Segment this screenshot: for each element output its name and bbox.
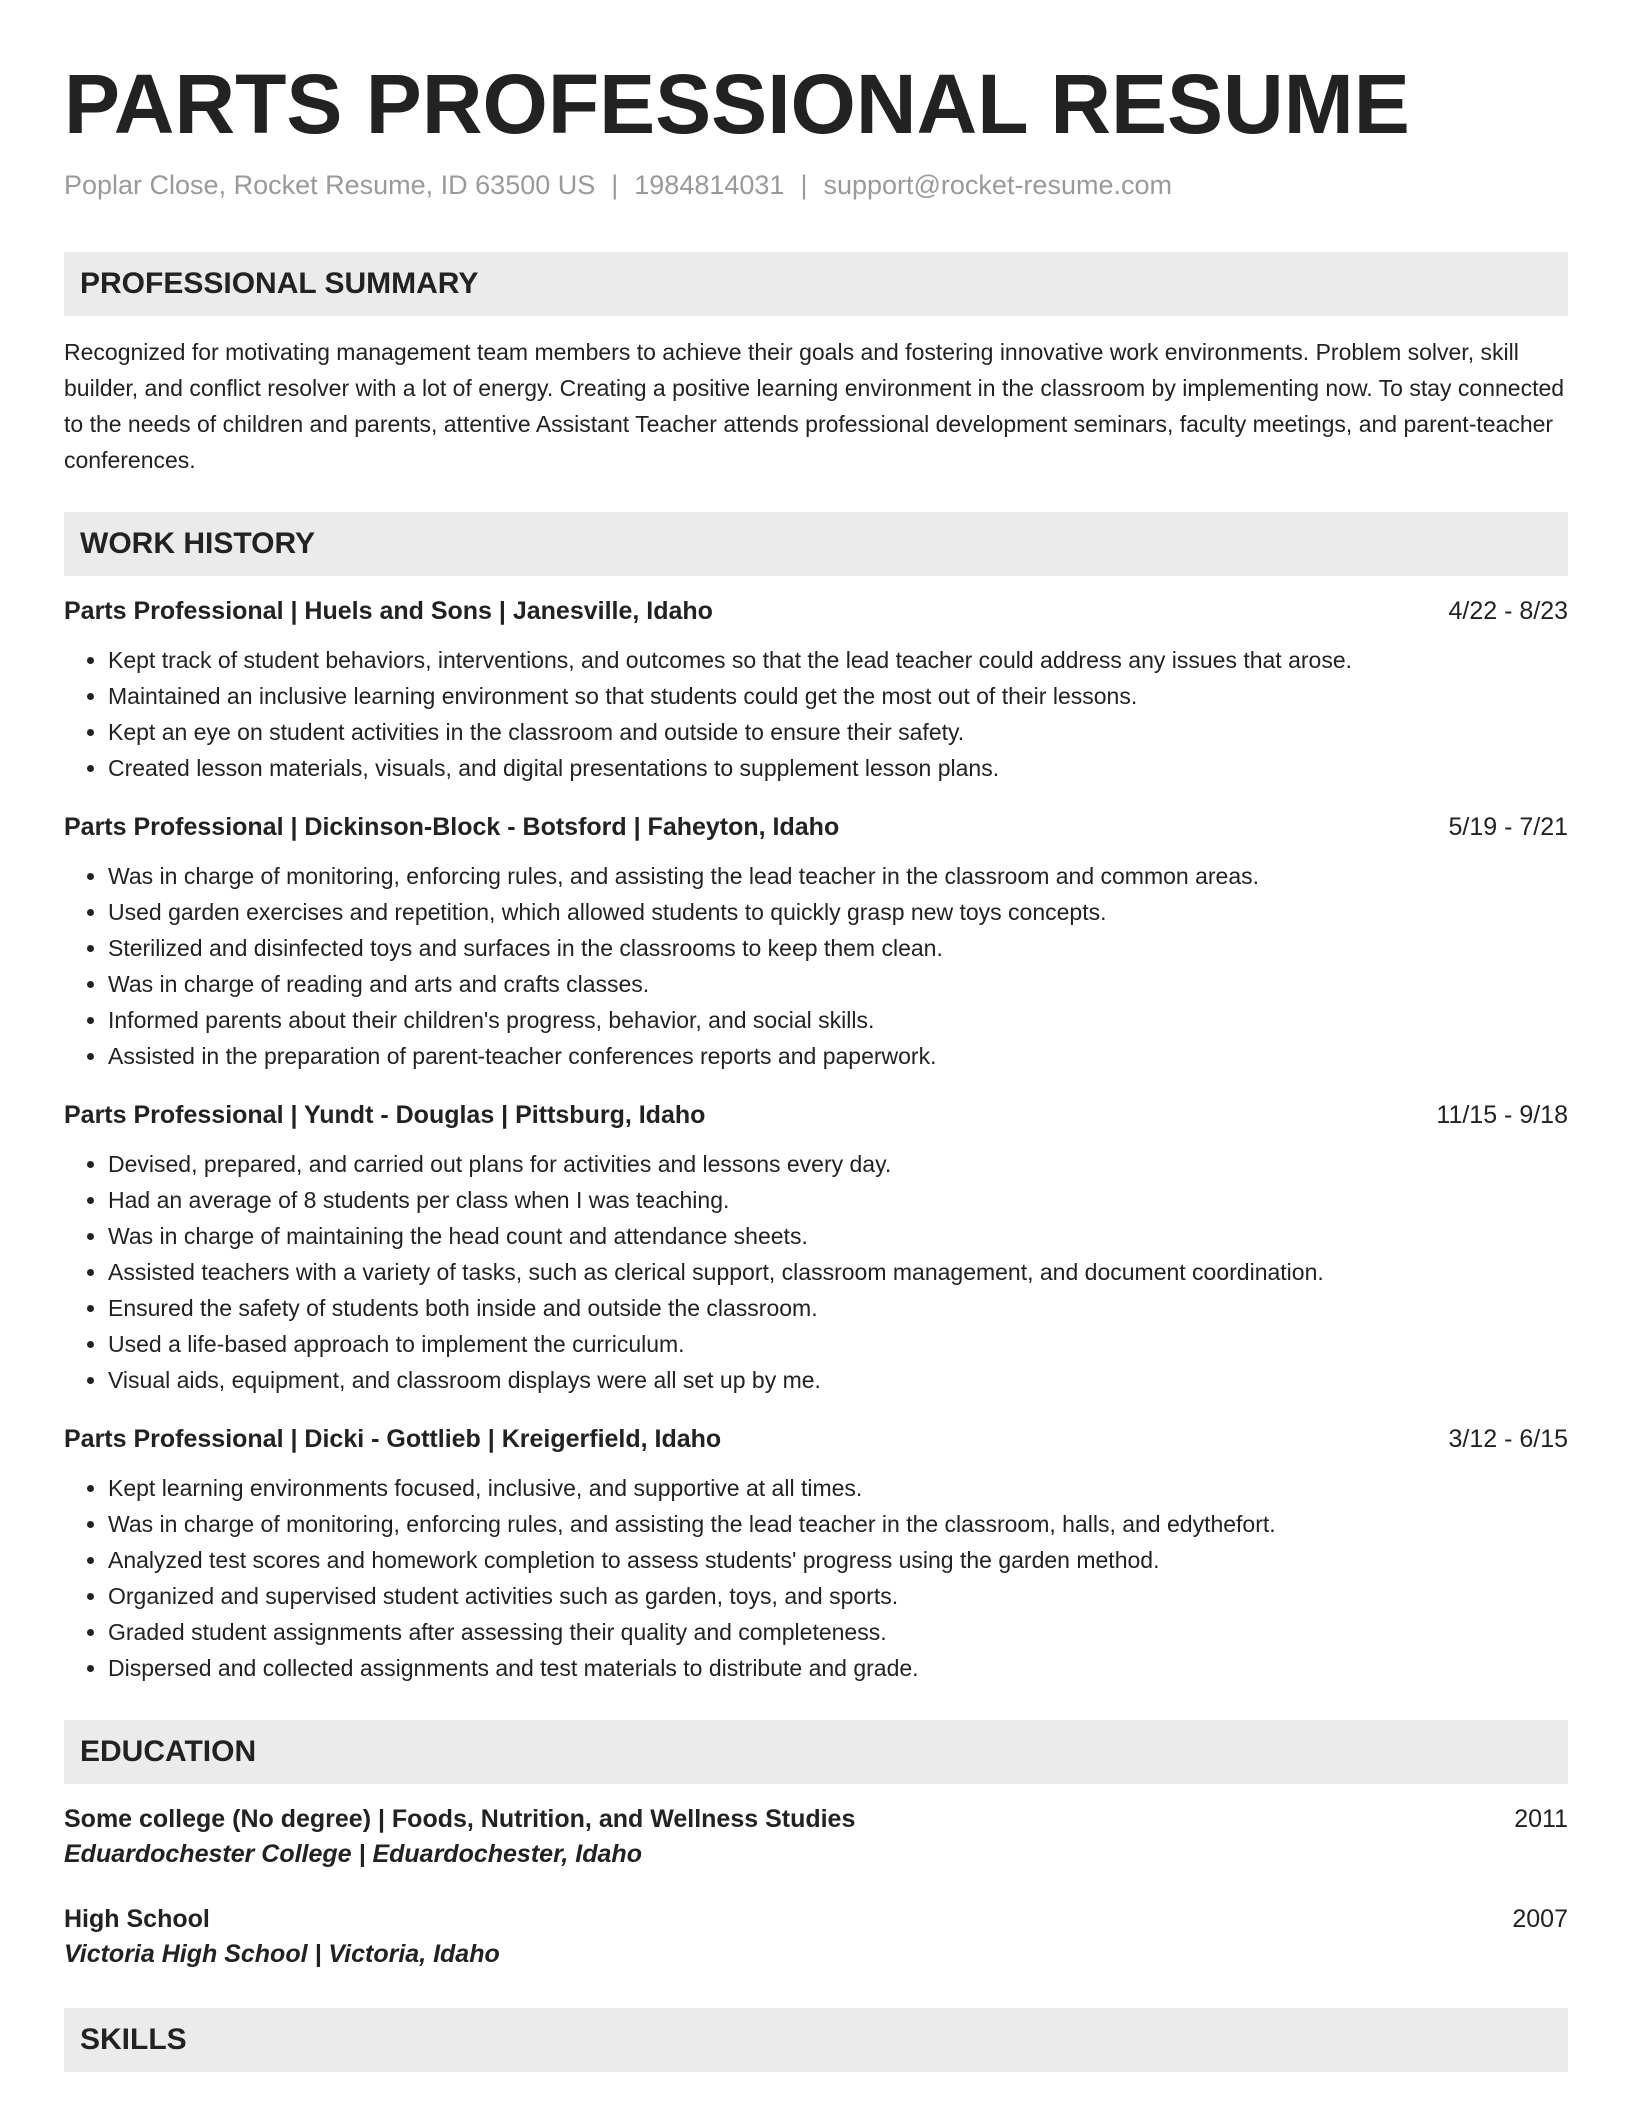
job-bullet: • Was in charge of maintaining the head count and attendance sheets.: [108, 1218, 1568, 1254]
job-bullets: [64, 1146, 1568, 1398]
job-bullet: • Used a life-based approach to implement the curriculum.: [108, 1326, 1568, 1362]
job-bullet: • Kept track of student behaviors, interventions, and outcomes so that the lead teacher could address any issues that arose.: [108, 642, 1568, 678]
contact-separator: |: [611, 170, 619, 200]
job-bullet: • Kept an eye on student activities in the classroom and outside to ensure their safety.: [108, 714, 1568, 750]
job-title: Parts Professional | Dickinson-Block - Botsford | Faheyton, Idaho: [64, 813, 840, 841]
job-header: [64, 1422, 1568, 1456]
job-header: [64, 810, 1568, 844]
job-entry: [64, 1422, 1568, 1686]
summary-text: Recognized for motivating management team members to achieve their goals and fostering innovative work environments. Problem solver, skill builder, and conflict resolver with a lot of energy. Creating a positive learning environment in the classroom by implementing now. To stay connected to the needs of children and parents, attentive Assistant Teacher attends professional development seminars, faculty meetings, and parent-teacher conferences.: [64, 339, 1565, 473]
contact-email: support@rocket-resume.com: [823, 170, 1172, 200]
education-year: 2011: [1514, 1805, 1568, 1833]
job-bullets: [64, 642, 1568, 786]
education-header: [64, 1902, 1568, 1936]
contact-address: Poplar Close, Rocket Resume, ID 63500 US: [64, 170, 596, 200]
job-bullet: • Analyzed test scores and homework completion to assess students' progress using the garden method.: [108, 1542, 1568, 1578]
education-title: Some college (No degree) | Foods, Nutrition, and Wellness Studies: [64, 1805, 856, 1833]
education-entry: [64, 1902, 1568, 1972]
job-bullet: • Used garden exercises and repetition, which allowed students to quickly grasp new toys concepts.: [108, 894, 1568, 930]
job-entry: [64, 1098, 1568, 1398]
education-year: 2007: [1512, 1905, 1568, 1933]
job-bullet: • Dispersed and collected assignments and test materials to distribute and grade.: [108, 1650, 1568, 1686]
job-bullet: • Had an average of 8 students per class when I was teaching.: [108, 1182, 1568, 1218]
job-entry: [64, 594, 1568, 786]
job-bullet: • Was in charge of monitoring, enforcing rules, and assisting the lead teacher in the classroom, halls, and edythefort.: [108, 1506, 1568, 1542]
contact-separator: |: [800, 170, 808, 200]
job-dates: 11/15 - 9/18: [1436, 1101, 1568, 1129]
job-bullet: • Created lesson materials, visuals, and digital presentations to supplement lesson plans.: [108, 750, 1568, 786]
section-heading-work-history: WORK HISTORY: [64, 512, 1568, 576]
job-bullets: [64, 1470, 1568, 1686]
job-title: Parts Professional | Dicki - Gottlieb | Kreigerfield, Idaho: [64, 1425, 722, 1453]
job-header: [64, 594, 1568, 628]
section-heading-skills: SKILLS: [64, 2008, 1568, 2072]
job-title: Parts Professional | Yundt - Douglas | Pittsburg, Idaho: [64, 1101, 706, 1129]
contact-line: [64, 168, 1568, 202]
job-header: [64, 1098, 1568, 1132]
job-bullet: • Sterilized and disinfected toys and surfaces in the classrooms to keep them clean.: [108, 930, 1568, 966]
job-bullet: • Kept learning environments focused, inclusive, and supportive at all times.: [108, 1470, 1568, 1506]
job-bullet: • Was in charge of reading and arts and crafts classes.: [108, 966, 1568, 1002]
contact-phone: 1984814031: [634, 170, 785, 200]
resume-title: PARTS PROFESSIONAL RESUME: [64, 57, 1410, 151]
job-bullet: • Informed parents about their children's progress, behavior, and social skills.: [108, 1002, 1568, 1038]
education-header: [64, 1802, 1568, 1836]
job-bullet: • Ensured the safety of students both inside and outside the classroom.: [108, 1290, 1568, 1326]
job-entry: [64, 810, 1568, 1074]
job-bullet: • Was in charge of monitoring, enforcing rules, and assisting the lead teacher in the classroom and common areas.: [108, 858, 1568, 894]
education-title: High School: [64, 1905, 210, 1933]
education-school: Eduardochester College | Eduardochester, Idaho: [64, 1840, 642, 1868]
section-heading-summary: PROFESSIONAL SUMMARY: [64, 252, 1568, 316]
job-bullet: • Assisted in the preparation of parent-teacher conferences reports and paperwork.: [108, 1038, 1568, 1074]
job-bullet: • Assisted teachers with a variety of tasks, such as clerical support, classroom management, and document coordination.: [108, 1254, 1568, 1290]
job-dates: 4/22 - 8/23: [1448, 597, 1568, 625]
job-bullet: • Graded student assignments after assessing their quality and completeness.: [108, 1614, 1568, 1650]
job-dates: 5/19 - 7/21: [1448, 813, 1568, 841]
job-bullets: [64, 858, 1568, 1074]
job-bullet: • Visual aids, equipment, and classroom displays were all set up by me.: [108, 1362, 1568, 1398]
education-entry: [64, 1802, 1568, 1872]
job-dates: 3/12 - 6/15: [1448, 1425, 1568, 1453]
section-heading-education: EDUCATION: [64, 1720, 1568, 1784]
job-title: Parts Professional | Huels and Sons | Janesville, Idaho: [64, 597, 713, 625]
job-bullet: • Maintained an inclusive learning environment so that students could get the most out of their lessons.: [108, 678, 1568, 714]
education-school: Victoria High School | Victoria, Idaho: [64, 1940, 500, 1968]
job-bullet: • Organized and supervised student activities such as garden, toys, and sports.: [108, 1578, 1568, 1614]
job-bullet: • Devised, prepared, and carried out plans for activities and lessons every day.: [108, 1146, 1568, 1182]
